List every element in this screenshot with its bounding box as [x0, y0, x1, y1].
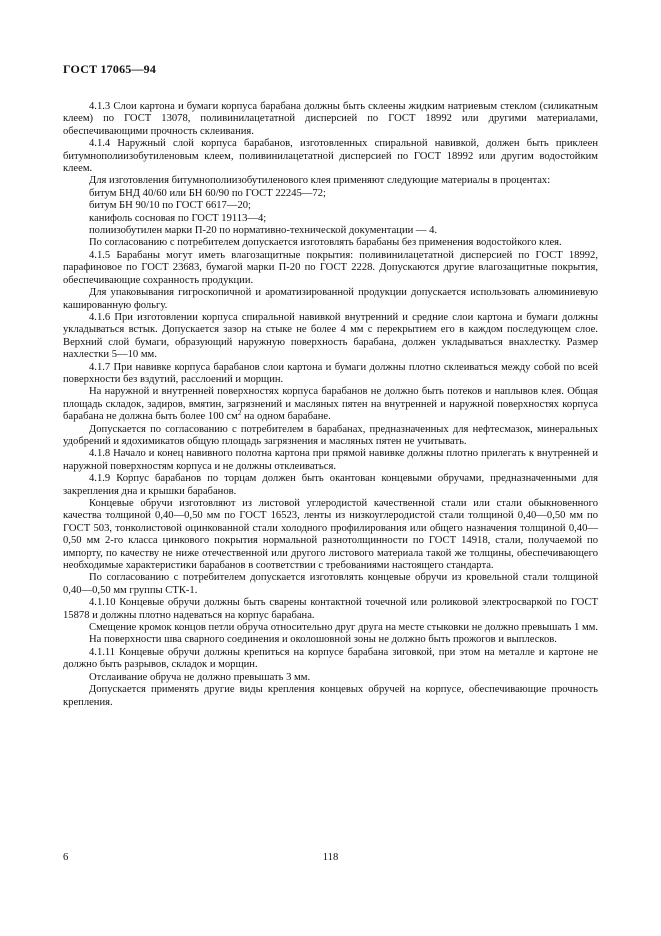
list-item: полиизобутилен марки П-20 по нормативно-технической документации — 4.	[89, 225, 438, 237]
paragraph-text: На наружной и внутренней поверхностях корпуса барабанов не должно быть потеков и наплывов клея. Общая площадь складок, задиров, вмятин, загрязнений и масляных пятен на внутренней и наружной поверхностях корпуса барабана не должна быть более 100 см	[63, 386, 598, 423]
paragraph-tail: на одном барабане.	[241, 411, 331, 423]
footer-page-number-center: 118	[322, 852, 339, 863]
paragraph: Концевые обручи изготовляют из листовой углеродистой качественной стали или стали обыкновенного качества толщиной 0,40—0,50 мм по ГОСТ 16523, ленты из низкоуглеродистой стали толщиной 0,40—0,50 мм по ГОСТ 503, тонколистовой оцинкованной стали холодного профилирования или общего назначения толщиной 0,40—0,50 мм 2-го класса цинкового покрытия нормальной разнотолщинности по ГОСТ 14918, стали, получаемой по импорту, по качеству не ниже отечественной или другого листового материала такой же толщины, обеспечивающего необходимые характеристики барабанов в соответствии с требованиями настоящего стандарта.	[63, 498, 598, 572]
list-item: битум БН 90/10 по ГОСТ 6617—20;	[89, 200, 251, 212]
paragraph: 4.1.7 При навивке корпуса барабанов слои картона и бумаги должны плотно склеиваться между собой по всей поверхности без вздутий, расслоений и морщин.	[63, 361, 598, 385]
paragraph: 4.1.10 Концевые обручи должны быть сварены контактной точечной или роликовой электросваркой по ГОСТ 15878 и должны плотно надеваться на корпус барабана.	[63, 597, 598, 621]
footer-page-number-left: 6	[63, 852, 69, 863]
paragraph: 4.1.5 Барабаны могут иметь влагозащитные покрытия: поливинилацетатной дисперсией по ГОСТ 18992, парафиновое по ГОСТ 23683, бумагой марки П-20 по ГОСТ 2228. Допускаются другие влагозащитные покрытия, обеспечивающие сохранность продукции.	[63, 249, 598, 286]
paragraph: По согласованию с потребителем допускается изготовлять концевые обручи из кровельной стали толщиной 0,40—0,50 мм группы СТК-1.	[63, 572, 598, 596]
paragraph: Допускается по согласованию с потребителем в барабанах, предназначенных для нефтесмазок, минеральных удобрений и ядохимикатов общую площадь загрязнения и масляных пятен не учитывать.	[63, 423, 598, 447]
paragraph: 4.1.6 При изготовлении корпуса спиральной навивкой внутренний и средние слои картона и бумаги должны укладываться встык. Допускается зазор на стыке не более 4 мм с перекрытием его в каждом последующем слое. Верхний слой бумаги, образующий наружную поверхность барабана, должен укладываться внахлестку. Размер нахлестки 5—10 мм.	[63, 311, 598, 361]
paragraph: Для изготовления битумнополиизобутиленового клея применяют следующие материалы в процентах:	[89, 175, 551, 187]
paragraph: 4.1.8 Начало и конец навивного полотна картона при прямой навивке должны плотно прилегать к внутренней и наружной поверхностям корпуса и не должны отклеиваться.	[63, 448, 598, 472]
document-header: ГОСТ 17065—94	[63, 62, 157, 76]
paragraph: Отслаивание обруча не должно превышать 3 мм.	[89, 671, 311, 683]
paragraph: На поверхности шва сварного соединения и околошовной зоны не должно быть прожогов и выплесков.	[89, 634, 557, 646]
paragraph: Допускается применять другие виды крепления концевых обручей на корпусе, обеспечивающие прочность крепления.	[63, 684, 598, 708]
list-item: канифоль сосновая по ГОСТ 19113—4;	[89, 212, 267, 224]
paragraph: Для упаковывания гигроскопичной и ароматизированной продукции допускается использовать алюминиевую кашированную фольгу.	[63, 287, 598, 311]
paragraph: 4.1.4 Наружный слой корпуса барабанов, изготовленных спиральной навивкой, должен быть приклеен битумнополиизобутиленовым клеем, поливинилацетатной дисперсией по ГОСТ 18992 или другим водостойким клеем.	[63, 138, 598, 175]
paragraph: 4.1.3 Слои картона и бумаги корпуса барабана должны быть склеены жидким натриевым стеклом (силикатным клеем) по ГОСТ 13078, поливинилацетатной дисперсией по ГОСТ 18992 или другими материалами, обеспечивающими прочность склеивания.	[63, 101, 598, 137]
list-item: битум БНД 40/60 или БН 60/90 по ГОСТ 22245—72;	[89, 187, 326, 199]
paragraph-area-limit	[63, 386, 598, 423]
document-body	[63, 101, 598, 709]
paragraph: 4.1.9 Корпус барабанов по торцам должен быть окантован концевыми обручами, предназначенными для закрепления дна и крышки барабанов.	[63, 473, 598, 497]
unit-superscript: 2	[237, 409, 242, 418]
paragraph: По согласованию с потребителем допускается изготовлять барабаны без применения водостойкого клея.	[89, 237, 562, 249]
paragraph: 4.1.11 Концевые обручи должны крепиться на корпусе барабана зиговкой, при этом на металле и картоне не должно быть разрывов, складок и морщин.	[63, 646, 598, 671]
paragraph: Смещение кромок концов петли обруча относительно друг друга на месте стыковки не должно превышать 1 мм.	[89, 622, 599, 634]
